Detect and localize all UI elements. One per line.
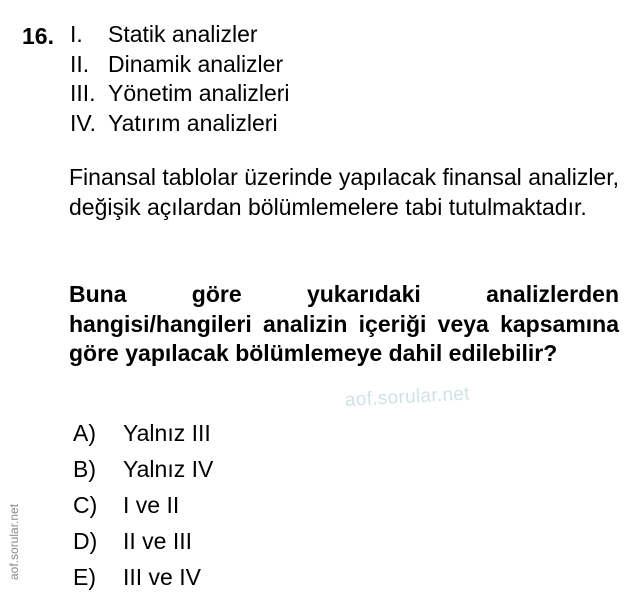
side-watermark-text: aof.sorular.net bbox=[7, 503, 21, 580]
watermark-text: aof.sorular.net bbox=[344, 383, 471, 411]
roman-item bbox=[70, 50, 290, 80]
roman-item-list bbox=[70, 20, 290, 138]
roman-numeral: III. bbox=[70, 80, 96, 106]
question-stem: Buna göre yukarıdaki analizlerden hangisi/hangileri analizin içeriği veya kapsamına göre yapılacak bölümlemeye dahil edilebilir? bbox=[69, 281, 619, 366]
option-text: II ve III bbox=[123, 528, 193, 554]
roman-numeral: II. bbox=[70, 50, 90, 77]
answer-option-b[interactable] bbox=[73, 451, 213, 487]
roman-item-text: Yönetim analizleri bbox=[108, 80, 290, 106]
roman-item-text: Statik analizler bbox=[108, 21, 258, 47]
option-text: III ve IV bbox=[123, 564, 201, 590]
question-number: 16. bbox=[22, 23, 54, 49]
roman-item bbox=[70, 20, 290, 50]
roman-item bbox=[70, 79, 290, 109]
option-text: Yalnız III bbox=[123, 420, 211, 446]
answer-option-d[interactable] bbox=[73, 523, 213, 559]
option-letter: B) bbox=[73, 456, 96, 482]
option-text: Yalnız IV bbox=[123, 456, 214, 482]
roman-numeral: IV. bbox=[70, 109, 97, 136]
option-letter: A) bbox=[73, 420, 96, 446]
roman-numeral: I. bbox=[70, 21, 83, 47]
option-letter: C) bbox=[73, 492, 98, 518]
answer-option-e[interactable] bbox=[73, 559, 213, 595]
option-text: I ve II bbox=[123, 492, 180, 518]
roman-item-text: Yatırım analizleri bbox=[108, 109, 278, 136]
option-letter: E) bbox=[73, 564, 96, 590]
option-letter: D) bbox=[73, 528, 98, 554]
answer-option-c[interactable] bbox=[73, 487, 213, 523]
roman-item bbox=[70, 109, 290, 139]
answer-option-list bbox=[73, 415, 213, 595]
question-premise: Finansal tablolar üzerinde yapılacak finansal analizler, değişik açılardan bölümlemelere tabi tutulmaktadır. bbox=[69, 164, 619, 220]
answer-option-a[interactable] bbox=[73, 415, 213, 451]
roman-item-text: Dinamik analizler bbox=[108, 50, 284, 77]
